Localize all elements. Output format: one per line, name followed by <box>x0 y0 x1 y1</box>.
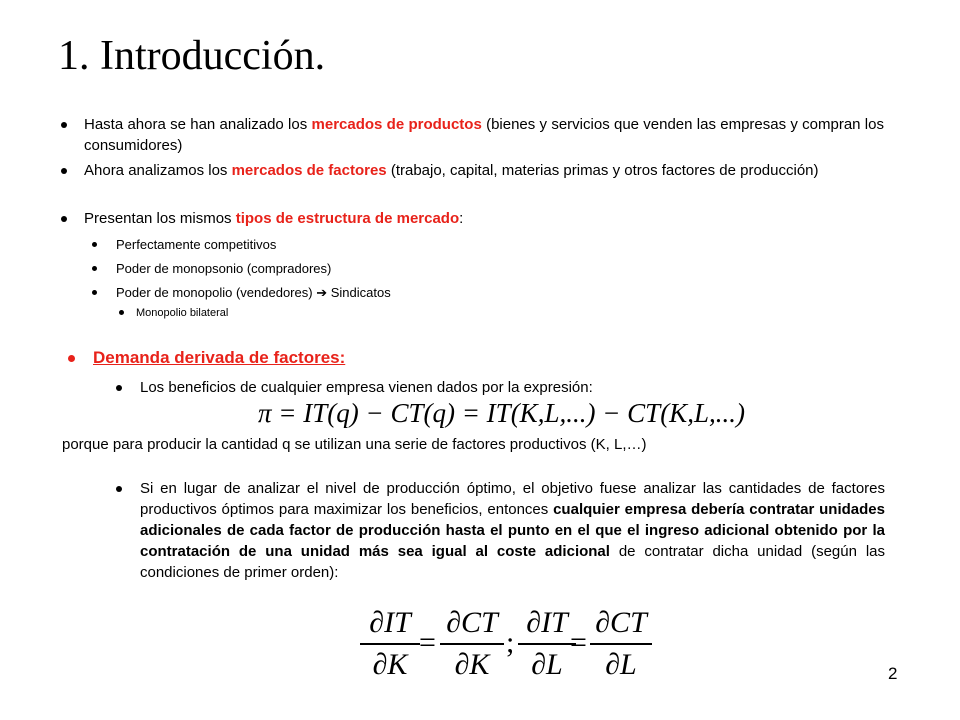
sub-bullet-competitivos <box>116 235 876 254</box>
bullet-dot-icon <box>61 122 67 128</box>
bullet-dot-icon <box>92 242 97 247</box>
fraction-dCT-dK: ∂CT ∂K <box>440 605 504 683</box>
sub-bullet-text: Sindicatos <box>330 285 391 300</box>
sub-bullet-text: Perfectamente competitivos <box>116 237 277 252</box>
equals-sign: = <box>570 626 587 659</box>
bullet-condicion-optimo <box>140 478 885 583</box>
sub-bullet-text: Poder de monopolio (vendedores) <box>116 285 313 300</box>
bullet-dot-icon <box>116 486 122 492</box>
bullet-text: Ahora analizamos los <box>84 162 232 179</box>
bullet-dot-icon <box>119 310 124 315</box>
bullet-highlight: mercados de productos <box>311 116 482 133</box>
bullet-text: de contratar dicha unidad (según las condiciones de primer orden): <box>140 543 885 581</box>
bullet-factores <box>84 160 884 181</box>
bullet-text: Los beneficios de cualquier empresa vienen dados por la expresión: <box>140 379 593 396</box>
bullet-beneficios <box>140 377 885 398</box>
sub-bullet-text: Poder de monopsonio (compradores) <box>116 261 332 276</box>
section-heading <box>93 347 345 369</box>
bullet-dot-icon <box>116 385 122 391</box>
sub-bullet-monopolio <box>116 283 876 302</box>
bullet-text: : <box>459 210 464 227</box>
sub-bullet-monopsonio <box>116 259 876 278</box>
bullet-estructura <box>84 208 884 229</box>
bullet-productos <box>84 114 884 156</box>
bullet-text: (trabajo, capital, materias primas y otros factores de producción) <box>386 162 819 179</box>
fraction-dCT-dL: ∂CT ∂L <box>590 605 652 683</box>
bullet-dot-icon <box>68 355 75 362</box>
bullet-text: (bienes y servicios que venden las empresas y compran los consumidores) <box>84 116 884 154</box>
bullet-text: Presentan los mismos <box>84 210 236 227</box>
sub-sub-bullet-bilateral <box>136 305 836 321</box>
separator: ; <box>506 626 515 659</box>
page-number: 2 <box>888 664 898 683</box>
profit-formula: π = IT(q) − CT(q) = IT(K,L,...) − CT(K,L,...) <box>258 398 745 428</box>
bullet-dot-icon <box>92 266 97 271</box>
bullet-dot-icon <box>92 290 97 295</box>
bullet-dot-icon <box>61 168 67 174</box>
slide-title: 1. Introducción. <box>58 33 326 79</box>
bullet-highlight: mercados de factores <box>231 162 387 179</box>
section-heading-text: Demanda derivada de factores: <box>93 348 346 367</box>
bullet-highlight: tipos de estructura de mercado <box>235 210 460 227</box>
arrow-right-icon: ➔ <box>316 285 328 300</box>
bullet-bold-text: cualquier empresa debería contratar unidades adicionales de cada factor de producción hasta el punto en el que el ingreso adicional obtenido por la contratación de una unidad más sea igual al coste adicional <box>140 501 885 560</box>
bullet-text: Hasta ahora se han analizado los <box>84 116 312 133</box>
explanation-text: porque para producir la cantidad q se utilizan una serie de factores productivos (K, L,…) <box>62 436 647 453</box>
sub-bullet-text: Monopolio bilateral <box>136 307 229 319</box>
fraction-dIT-dL: ∂IT ∂L <box>518 605 576 683</box>
bullet-dot-icon <box>61 216 67 222</box>
fraction-dIT-dK: ∂IT ∂K <box>360 605 420 683</box>
bullet-text: Si en lugar de analizar el nivel de producción óptimo, el objetivo fuese analizar las cantidades de factores productivos óptimos para maximizar los beneficios, entonces <box>140 480 885 518</box>
equals-sign: = <box>419 626 436 659</box>
